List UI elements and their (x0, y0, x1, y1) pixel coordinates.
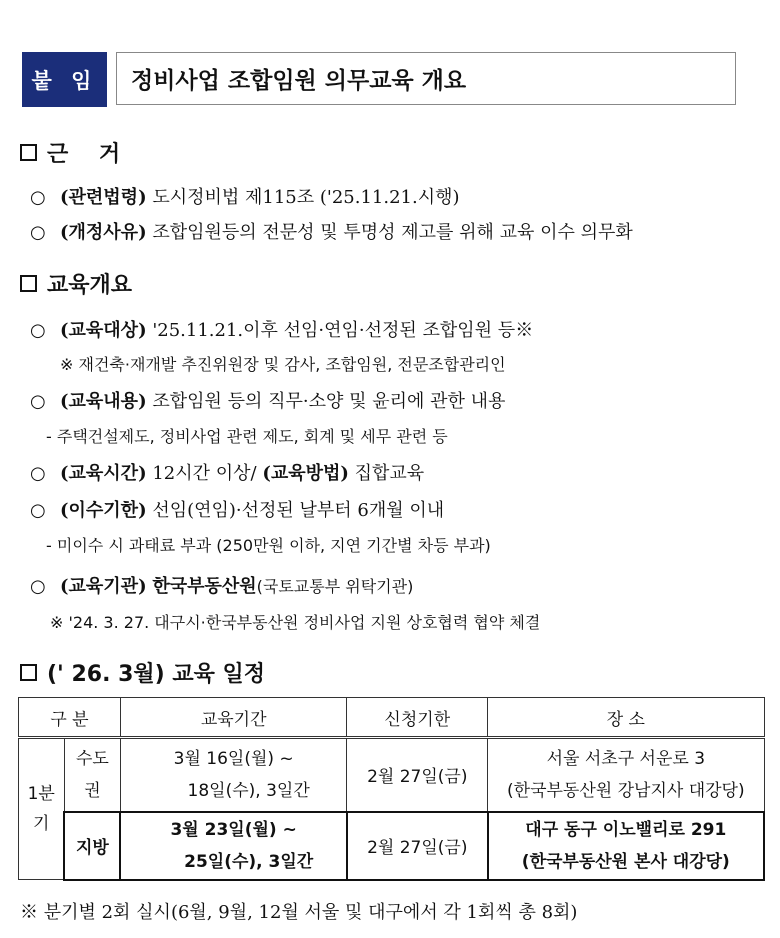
period-start: 3월 23일(월) ~ (170, 819, 297, 840)
apply-cell: 2월 27일(금) (347, 812, 488, 880)
place-cell (488, 738, 764, 812)
item-text: 조합임원 등의 직무·소양 및 윤리에 관한 내용 (152, 391, 506, 412)
table-row (19, 812, 765, 880)
section-overview (20, 268, 132, 299)
circle-bullet-icon: ○ (30, 320, 46, 341)
circle-bullet-icon: ○ (30, 187, 46, 208)
item-key-2: (교육방법) (262, 463, 349, 484)
schedule-table (18, 697, 765, 881)
item-text: 도시정비법 제115조 ('25.11.21.시행) (152, 187, 460, 208)
item-text: 12시간 이상/ (152, 463, 257, 484)
table-row (19, 738, 765, 812)
overview-deadline-note: - 미이수 시 과태료 부과 (250만원 이하, 지연 기간별 차등 부과) (46, 536, 491, 555)
attachment-badge: 붙 임 (22, 52, 107, 107)
header-period: 교육기간 (120, 698, 347, 738)
period-cell (120, 738, 347, 812)
period-start: 3월 16일(월) ~ (173, 748, 294, 769)
header-place: 장 소 (488, 698, 764, 738)
place-venue: (한국부동산원 강남지사 대강당) (507, 780, 745, 801)
circle-bullet-icon: ○ (30, 222, 46, 243)
place-address: 서울 서초구 서운로 3 (546, 748, 706, 769)
checkbox-square-icon (20, 275, 37, 292)
period-cell (120, 812, 347, 880)
item-text: '25.11.21.이후 선임·연임·선정된 조합임원 등※ (152, 320, 534, 341)
section-overview-label: 교육개요 (47, 273, 133, 298)
table-header-row (19, 698, 765, 738)
section-basis (20, 137, 120, 168)
item-key: (교육내용) (60, 391, 147, 412)
header-apply: 신청기한 (347, 698, 488, 738)
item-key: (이수기한) (60, 500, 147, 521)
checkbox-square-icon (20, 144, 37, 161)
circle-bullet-icon: ○ (30, 463, 46, 484)
overview-content (30, 387, 505, 413)
header-category: 구 분 (19, 698, 121, 738)
item-text: 조합임원등의 전문성 및 투명성 제고를 위해 교육 이수 의무화 (152, 222, 633, 243)
item-key: (교육시간) (60, 463, 147, 484)
item-text-2: 집합교육 (354, 463, 425, 484)
page-title: 정비사업 조합임원 의무교육 개요 (116, 52, 736, 105)
overview-content-note: - 주택건설제도, 정비사업 관련 제도, 회계 및 세무 관련 등 (46, 427, 448, 446)
place-venue: (한국부동산원 본사 대강당) (521, 851, 730, 872)
section-schedule-label: (' 26. 3월) 교육 일정 (47, 662, 266, 687)
item-key: (교육기관) (60, 576, 147, 597)
checkbox-square-icon (20, 664, 37, 681)
item-key: (개정사유) (60, 222, 147, 243)
item-key: (관련법령) (60, 187, 147, 208)
quarter-cell: 1분기 (19, 738, 65, 880)
overview-target-note: ※ 재건축·재개발 추진위원장 및 감사, 조합임원, 전문조합관리인 (60, 355, 506, 374)
period-end: 25일(수), 3일간 (184, 851, 314, 872)
item-key: (교육대상) (60, 320, 147, 341)
place-address: 대구 동구 이노밸리로 291 (525, 819, 727, 840)
period-end: 18일(수), 3일간 (187, 780, 310, 801)
circle-bullet-icon: ○ (30, 500, 46, 521)
overview-institution (30, 572, 413, 598)
overview-institution-note: ※ '24. 3. 27. 대구시·한국부동산원 정비사업 지원 상호협력 협약 체결 (50, 613, 541, 632)
apply-cell: 2월 27일(금) (347, 738, 488, 812)
place-cell (488, 812, 764, 880)
region-cell: 수도권 (64, 738, 120, 812)
header (22, 52, 738, 107)
institution-paren: (국토교통부 위탁기관) (256, 577, 414, 596)
section-schedule (20, 657, 265, 688)
overview-time (30, 459, 424, 485)
overview-target (30, 316, 533, 342)
basis-item-reason (30, 218, 633, 244)
institution-name: 한국부동산원 (152, 576, 257, 597)
circle-bullet-icon: ○ (30, 576, 46, 597)
circle-bullet-icon: ○ (30, 391, 46, 412)
item-text: 선임(연임)·선정된 날부터 6개월 이내 (152, 500, 445, 521)
overview-deadline (30, 496, 444, 522)
basis-item-law (30, 183, 460, 209)
section-basis-label: 근 거 (47, 142, 121, 167)
region-cell: 지방 (64, 812, 120, 880)
footnote: ※ 분기별 2회 실시(6월, 9월, 12월 서울 및 대구에서 각 1회씩 총 8회) (20, 902, 578, 923)
